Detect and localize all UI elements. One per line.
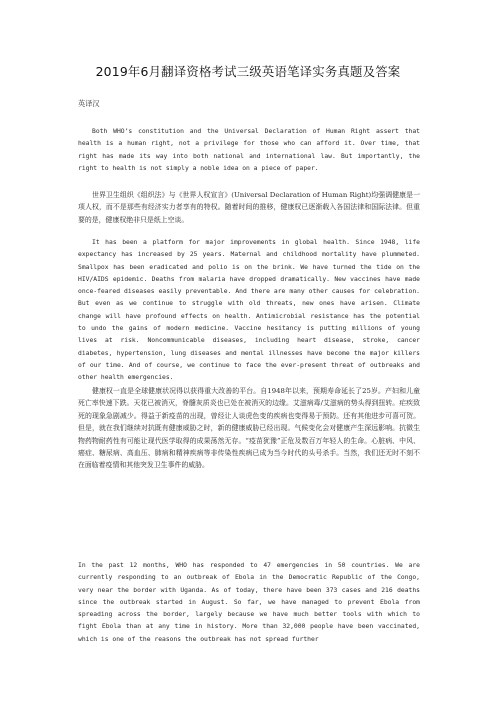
english-paragraph-3: In the past 12 months, WHO has responded to 47 emergencies in 50 countries. We are currently responding to an outbreak of Ebola in the Democratic Republic of the Congo, very near the border with Uganda. As of today, there have been 373 cases and 216 deaths since the outbreak started in August. So far, we have managed to prevent Ebola from spreading across the border, largely because we have much better tools with which to fight Ebola than at any time in history. More than 32,000 people have been vaccinated, which is one of the reasons the outbreak has not spread further — [78, 562, 420, 643]
english-paragraph-1: Both WHO’s constitution and the Universal Declaration of Human Right assert that health is a human right, not a privilege for those who can afford it. Over time, that right has made its way into both national and international law. But importantly, the right to health is not simply a noble idea on a piece of paper. — [78, 128, 420, 172]
english-paragraph-2: It has been a platform for major improvements in global health. Since 1948, life expectancy has increased by 25 years. Maternal and childhood mortality have plummeted. Smallpox has been eradicated and polio is on the brink. We have turned the tide on the HIV/AIDS epidemic. Deaths from malaria have dropped dramatically. New vaccines have made once-feared diseases easily preventable. And there are many other causes for celebration. But even as we continue to struggle with old threats, new ones have arisen. Climate change will have profound effects on health. Antimicrobial resistance has the potential to undo the gains of modern medicine. Vaccine hesitancy is putting millions of young lives at risk. Noncommunicable diseases, including heart disease, stroke, cancer diabetes, hypertension, lung diseases and mental illnesses have become the major killers of our time. And of course, we continue to face the ever-present threat of outbreaks and other health emergencies. — [78, 239, 420, 382]
chinese-paragraph-2: 健康权一直是全球健康状况得以获得重大改善的平台。自1948年以来，预期寿命延长了25岁。产妇和儿童死亡率快速下跌。天花已被消灭，脊髓灰质炎也已处在被消灭的边缘。艾滋病毒/艾滋病的势头得到扭转。疟疾致死的现象急剧减少。得益于新疫苗的出现，曾经让人谈虎色变的疾病也变得易于预防。还有其他进步可喜可贺。但是，就在我们继续对抗既有健康威胁之时，新的健康威胁已经出现。气候变化会对健康产生深远影响。抗微生物药物耐药性有可能让现代医学取得的成果荡然无存。“疫苗犹豫”正危及数百万年轻人的生命。心脏病、中风、癌症、糖尿病、高血压、肺病和精神疾病等非传染性疾病已成为当今时代的头号杀手。当然，我们还无时不刻不在面临着疫情和其他突发卫生事件的威胁。 — [78, 387, 420, 470]
chinese-paragraph-1: 世界卫生组织《组织法》与《世界人权宣言》(Universal Declaration of Human Right)均强调健康是一项人权，而不是那些有经济实力者享有的特权。随着时间的推移，健康权已逐渐载入各国法律和国际法律。但重要的是，健康权绝非只是纸上空谈。 — [78, 191, 420, 224]
section-label: 英译汉 — [78, 99, 100, 108]
document-title: 2019年6月翻译资格考试三级英语笔译实务真题及答案 — [95, 64, 401, 79]
